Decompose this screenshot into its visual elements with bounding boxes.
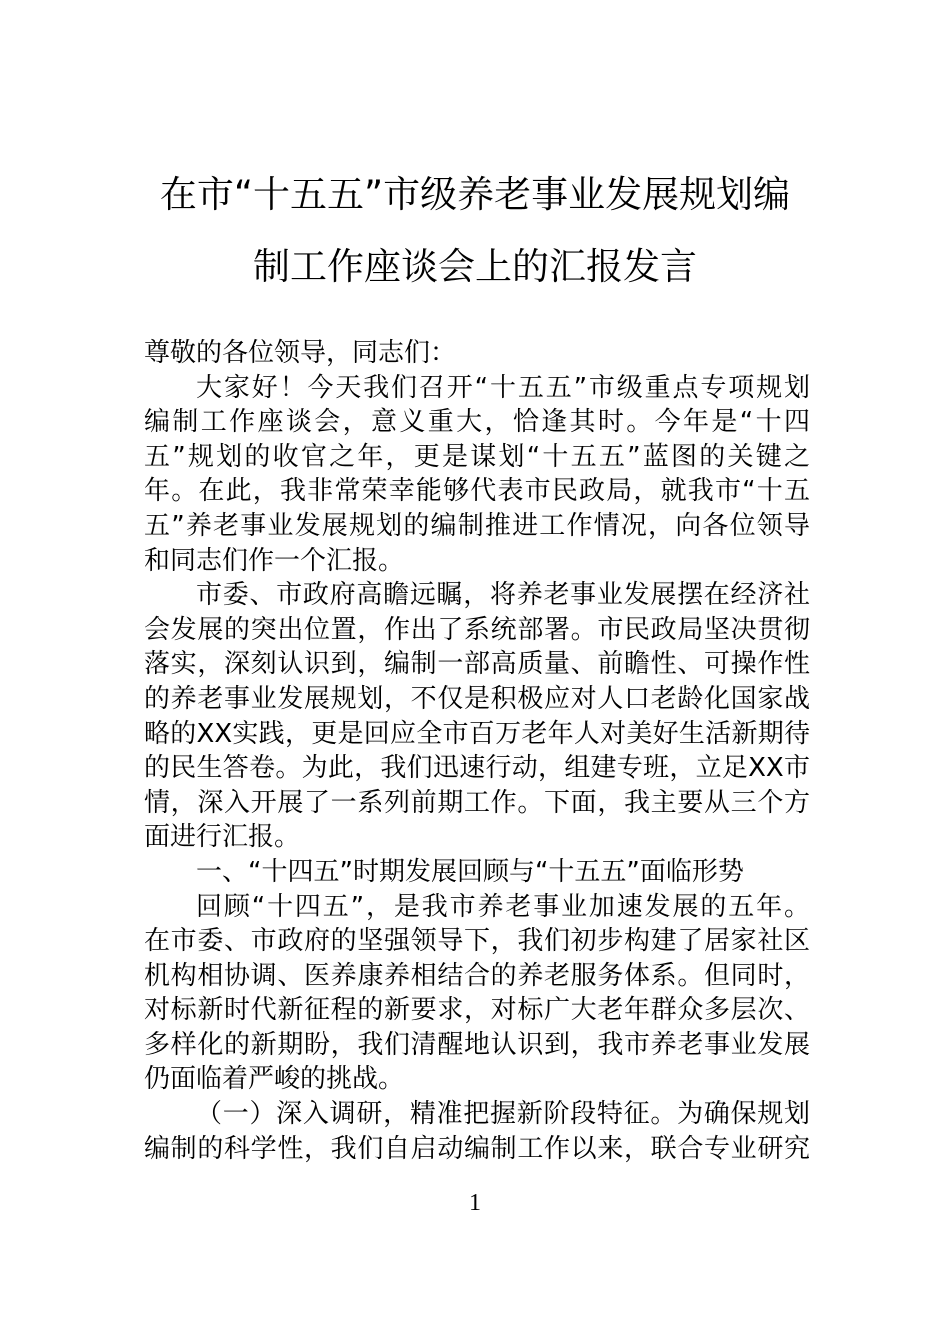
paragraph-line: 对标新时代新征程的新要求，对标广大老年群众多层次、: [144, 995, 810, 1026]
paragraph-line: 多样化的新期盼，我们清醒地认识到，我市养老事业发展: [144, 1029, 810, 1060]
paragraph-line: 的民生答卷。为此，我们迅速行动，组建专班，立足XX市: [144, 753, 810, 784]
paragraph-line: 编制的科学性，我们自启动编制工作以来，联合专业研究: [144, 1133, 810, 1164]
paragraph-line: 的养老事业发展规划，不仅是积极应对人口老龄化国家战: [144, 683, 810, 714]
paragraph-line: 五”养老事业发展规划的编制推进工作情况，向各位领导: [144, 510, 810, 541]
paragraph-line: （一）深入调研，精准把握新阶段特征。为确保规划: [196, 1099, 810, 1130]
paragraph-line: 仍面临着严峻的挑战。: [144, 1064, 405, 1095]
paragraph-line: 五”规划的收官之年，更是谋划“十五五”蓝图的关键之: [144, 441, 810, 472]
document-body: [144, 336, 810, 1166]
paragraph-line: 市委、市政府高瞻远瞩，将养老事业发展摆在经济社: [196, 580, 810, 611]
paragraph-line: 面进行汇报。: [144, 822, 301, 853]
paragraph-line: 在市委、市政府的坚强领导下，我们初步构建了居家社区: [144, 926, 810, 957]
paragraph-line: 年。在此，我非常荣幸能够代表市民政局，就我市“十五: [144, 476, 810, 507]
document-title-line-1: 在市“十五五”市级养老事业发展规划编: [159, 173, 791, 216]
page-number: 1: [469, 1190, 481, 1216]
paragraph-line: 和同志们作一个汇报。: [144, 545, 405, 576]
paragraph-line: 编制工作座谈会，意义重大，恰逢其时。今年是“十四: [144, 407, 810, 438]
paragraph-line: 回顾“十四五”，是我市养老事业加速发展的五年。: [196, 891, 810, 922]
paragraph-line: 情，深入开展了一系列前期工作。下面，我主要从三个方: [144, 787, 810, 818]
paragraph-line: 略的XX实践，更是回应全市百万老年人对美好生活新期待: [144, 718, 810, 749]
paragraph-line: 大家好！今天我们召开“十五五”市级重点专项规划: [196, 372, 810, 403]
document-title-line-2: 制工作座谈会上的汇报发言: [253, 245, 697, 288]
paragraph-line: 落实，深刻认识到，编制一部高质量、前瞻性、可操作性: [144, 649, 810, 680]
salutation: 尊敬的各位领导，同志们：: [144, 338, 457, 368]
paragraph-line: 机构相协调、医养康养相结合的养老服务体系。但同时，: [144, 960, 810, 991]
section-heading: 一、“十四五”时期发展回顾与“十五五”面临形势: [196, 856, 744, 887]
paragraph-line: 会发展的突出位置，作出了系统部署。市民政局坚决贯彻: [144, 614, 810, 645]
